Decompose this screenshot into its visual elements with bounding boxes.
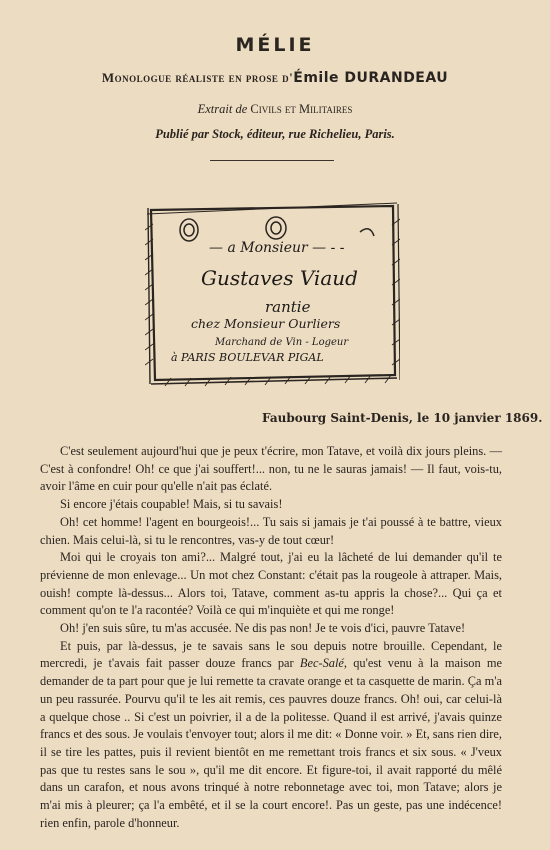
character-name: Bec-Salé: [299, 656, 344, 671]
paragraph-text: , qu'est venu à la maison me demander de ta part pour que je lui remette ta cravate orange et ta casquette de marin. Ça m'a un peu rassurée. Pourvu qu'il te les ait remis, ces pauvres douze francs. Oh! oui, car celui-là a quelque chose .. Si c'est un poivrier, il a de la politesse. Quand il est arrivé, j'avais quinze francs et des sous. Je voulais t'envoyer tout; alors il me dit: « Donne voir. » Et, sans rien dire, il se tire les pattes, puis il revient bientôt en me remettant trois francs et six sous. « J'veux pas que tu restes sans le sou », qu'il me dit encore. Et figure-toi, il avait rapporté du mêlé dans un carafon, et nous avons trinqué à notre rebonnetage avec toi, mon Tatave; alors je m'ai mis à pleurer; ça l'a embêté, et il se la court encore!. Pas un geste, pas une indécence! rien enfin, parole d'honneur.: [40, 656, 502, 830]
paragraph: C'est seulement aujourd'hui que je peux t'écrire, mon Tatave, et voilà dix jours pleins. — C'est à confondre! Oh! ce que j'ai souffert!... non, tu ne le sauras jamais! — Il faut, vois-tu, avoir l'âme en cuir pour qu'elle n'ait pas éclaté.: [40, 444, 502, 494]
title-divider: [210, 160, 334, 161]
publisher-line: Publié par Stock, éditeur, rue Richelieu, Paris.: [155, 127, 395, 141]
page-title: MÉLIE: [235, 34, 315, 56]
envelope-line-2: Gustaves Viaud: [201, 266, 358, 290]
stamp-icon: [180, 217, 374, 241]
envelope-illustration: [145, 200, 400, 390]
envelope-line-4: chez Monsieur Ourliers: [191, 316, 341, 331]
paragraph: Oh! cet homme! l'agent en bourgeois!... Tu sais si jamais je t'ai poussé à te battre, vieux chien. Mais celui-là, si tu le rencontres, vas-y de tout cœur!: [40, 514, 502, 547]
envelope-line-1: — a Monsieur — - -: [209, 240, 345, 256]
paragraph: Moi qui le croyais ton ami?... Malgré tout, j'ai eu la lâcheté de lui demander qu'il te prévienne de mon enlevage... Un mot chez Constant: c'était pas la rougeole à attraper. Mais, ouish! compte là-dessus... Alors toi, Tatave, comment as-tu appris la chose?... Qui ça et comment qu'on te l'a racontée? Voilà ce qui m'inquiète et qui me ronge!: [40, 550, 502, 618]
envelope-line-3: rantie: [265, 298, 311, 316]
extract-prefix: Extrait de: [197, 102, 248, 116]
paragraph: Si encore j'étais coupable! Mais, si tu savais!: [60, 497, 283, 512]
extract-line: [0, 102, 550, 117]
letter-body: [40, 443, 502, 832]
envelope-line-5: Marchand de Vin - Logeur: [215, 337, 349, 348]
paragraph: [40, 638, 502, 833]
dateline: Faubourg Saint-Denis, le 10 janvier 1869.: [262, 411, 543, 425]
extract-source: Civils et Militaires: [250, 102, 353, 116]
paragraph-text: Et puis, par là-dessus, je te savais sans le sou depuis notre brouille. Cependant, le mercredi, je t'avais fait passer douze francs par: [40, 638, 502, 671]
subtitle: [0, 70, 550, 86]
paragraph: Oh! j'en suis sûre, tu m'as accusée. Ne dis pas non! Je te vois d'ici, pauvre Tatave!: [60, 621, 466, 636]
envelope-line-6: à PARIS BOULEVAR PIGAL: [171, 351, 324, 364]
author-name: Émile DURANDEAU: [293, 70, 449, 86]
subtitle-prefix: Monologue réaliste en prose d': [101, 70, 294, 85]
